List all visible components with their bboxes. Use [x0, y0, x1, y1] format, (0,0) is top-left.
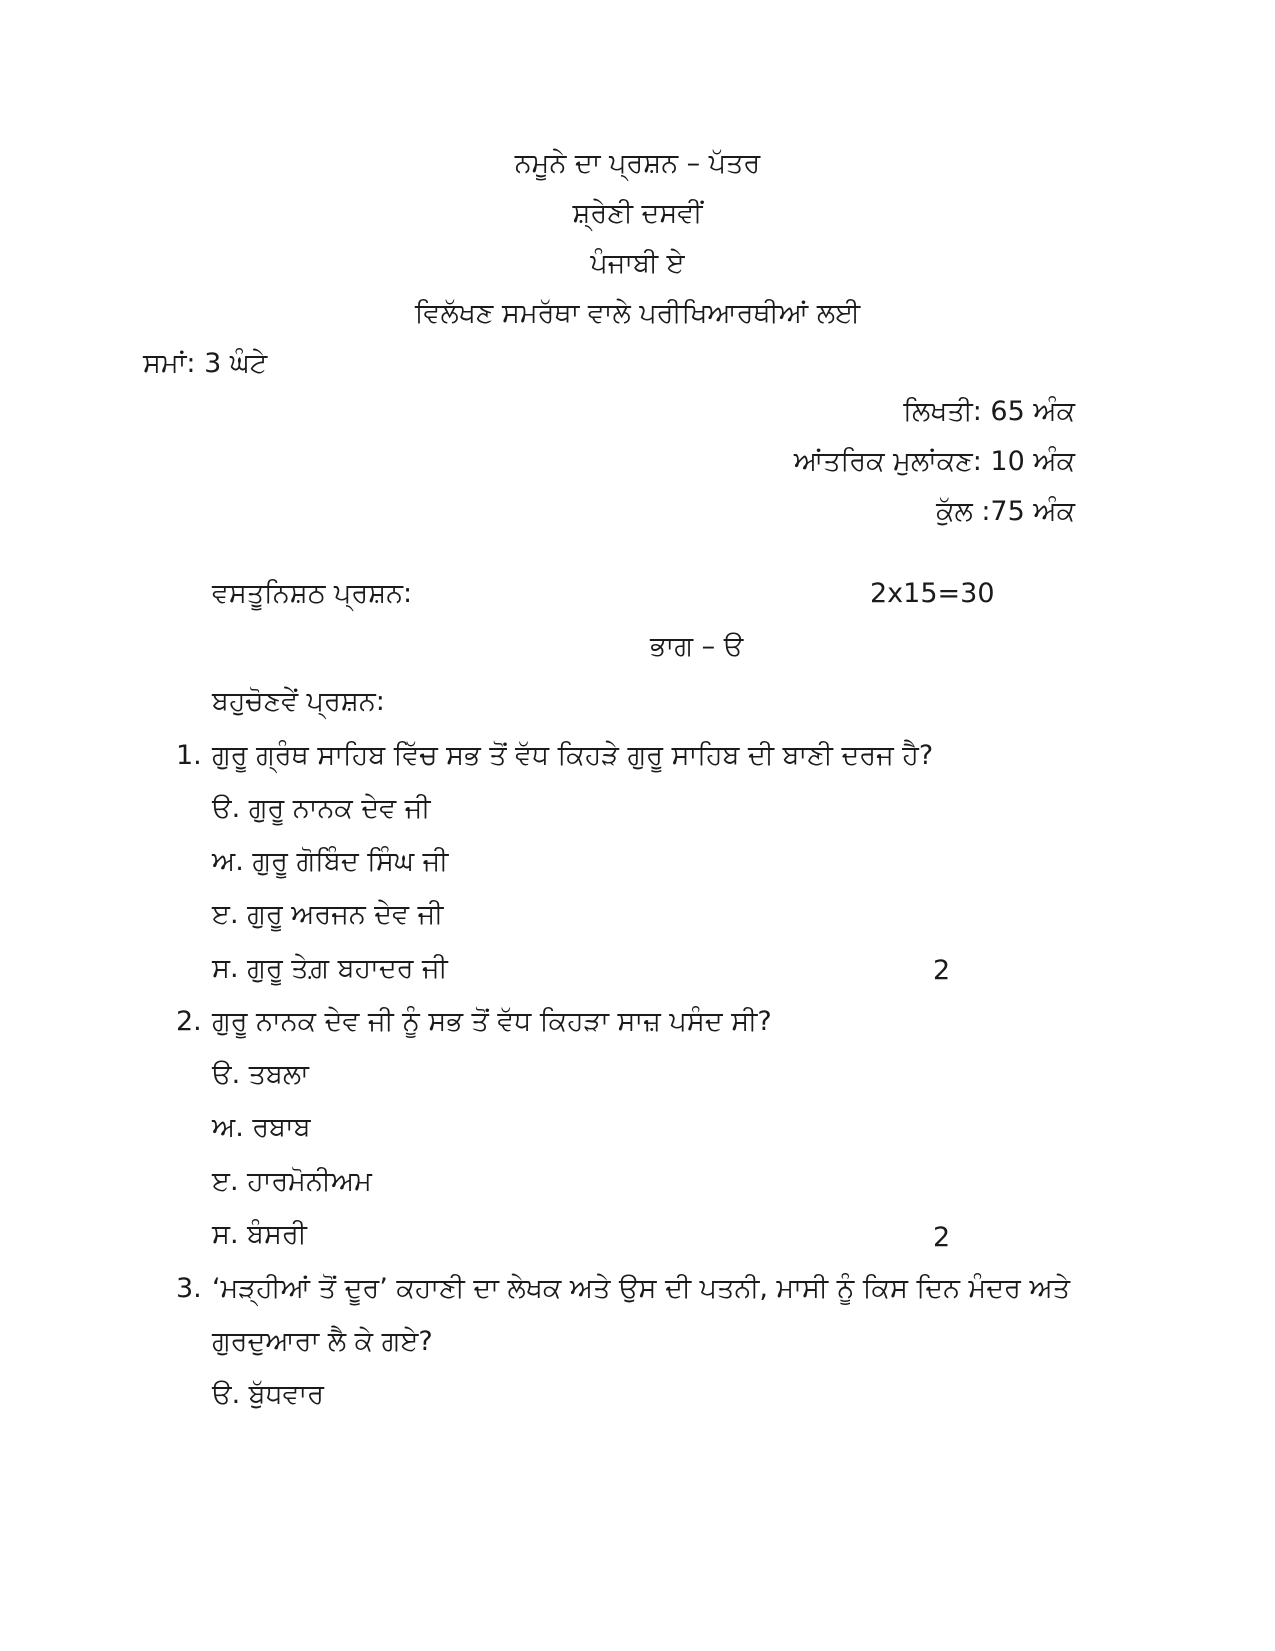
- q1-option-d: ਸ. ਗੁਰੂ ਤੇਗ਼ ਬਹਾਦਰ ਜੀ: [212, 953, 448, 984]
- audience-label: ਵਿਲੱਖਣ ਸਮਰੱਥਾ ਵਾਲੇ ਪਰੀਖਿਆਰਥੀਆਂ ਲਈ: [414, 298, 861, 329]
- question-1: [176, 742, 933, 769]
- q1-option-b: ਅ. ਗੁਰੂ ਗੋਬਿੰਦ ਸਿੰਘ ਜੀ: [212, 846, 449, 877]
- q3-option-a: ੳ. ਬੁੱਧਵਾਰ: [212, 1379, 324, 1410]
- q3-text-continued: ਗੁਰਦੁਆਰਾ ਲੈ ਕੇ ਗਏ?: [212, 1326, 433, 1357]
- question-3: [176, 1275, 1070, 1302]
- q2-option-d: ਸ. ਬੰਸਰੀ: [212, 1219, 307, 1250]
- part-heading: ਭਾਗ – ੳ: [650, 631, 744, 662]
- question-text: ਗੁਰੂ ਗ੍ਰੰਥ ਸਾਹਿਬ ਵਿੱਚ ਸਭ ਤੋਂ ਵੱਧ ਕਿਹੜੇ ਗੁਰੂ ਸਾਹਿਬ ਦੀ ਬਾਣੀ ਦਰਜ ਹੈ?: [212, 740, 934, 771]
- objective-label: ਵਸਤੂਨਿਸ਼ਠ ਪ੍ਰਸ਼ਨ:: [212, 578, 413, 609]
- written-marks: ਲਿਖਤੀ: 65 ਅੰਕ: [903, 396, 1075, 427]
- question-number: 1.: [176, 740, 202, 771]
- q2-option-c: ੲ. ਹਾਰਮੋਨੀਅਮ: [212, 1166, 372, 1197]
- question-number: 2.: [176, 1006, 202, 1037]
- question-2: [176, 1008, 772, 1035]
- q1-option-a: ੳ. ਗੁਰੂ ਨਾਨਕ ਦੇਵ ਜੀ: [212, 793, 431, 824]
- q1-option-c: ੲ. ਗੁਰੂ ਅਰਜਨ ਦੇਵ ਜੀ: [212, 899, 444, 930]
- q2-option-a: ੳ. ਤਬਲਾ: [212, 1059, 309, 1090]
- class-label: ਸ਼੍ਰੇਣੀ ਦਸਵੀਂ: [572, 198, 703, 229]
- q2-option-b: ਅ. ਰਬਾਬ: [212, 1112, 311, 1143]
- question-text: ‘ਮੜ੍ਹੀਆਂ ਤੋਂ ਦੂਰ’ ਕਹਾਣੀ ਦਾ ਲੇਖਕ ਅਤੇ ਉਸ ਦੀ ਪਤਨੀ, ਮਾਸੀ ਨੂੰ ਕਿਸ ਦਿਨ ਮੰਦਰ ਅਤੇ: [212, 1273, 1070, 1304]
- mcq-label: ਬਹੁਚੋਣਵੇਂ ਪ੍ਰਸ਼ਨ:: [212, 686, 385, 717]
- paper-title: ਨਮੂਨੇ ਦਾ ਪ੍ਰਸ਼ਨ – ਪੱਤਰ: [514, 148, 761, 179]
- question-text: ਗੁਰੂ ਨਾਨਕ ਦੇਵ ਜੀ ਨੂੰ ਸਭ ਤੋਂ ਵੱਧ ਕਿਹੜਾ ਸਾਜ਼ ਪਸੰਦ ਸੀ?: [212, 1006, 772, 1037]
- q1-marks: 2: [933, 955, 951, 986]
- q2-marks: 2: [933, 1222, 951, 1253]
- time-label: ਸਮਾਂ: 3 ਘੰਟੇ: [143, 348, 268, 379]
- total-marks: ਕੁੱਲ :75 ਅੰਕ: [936, 496, 1075, 527]
- objective-marks: 2x15=30: [870, 578, 995, 609]
- subject-label: ਪੰਜਾਬੀ ਏ: [590, 248, 685, 279]
- internal-marks: ਆਂਤਰਿਕ ਮੁਲਾਂਕਣ: 10 ਅੰਕ: [793, 446, 1075, 477]
- question-number: 3.: [176, 1273, 202, 1304]
